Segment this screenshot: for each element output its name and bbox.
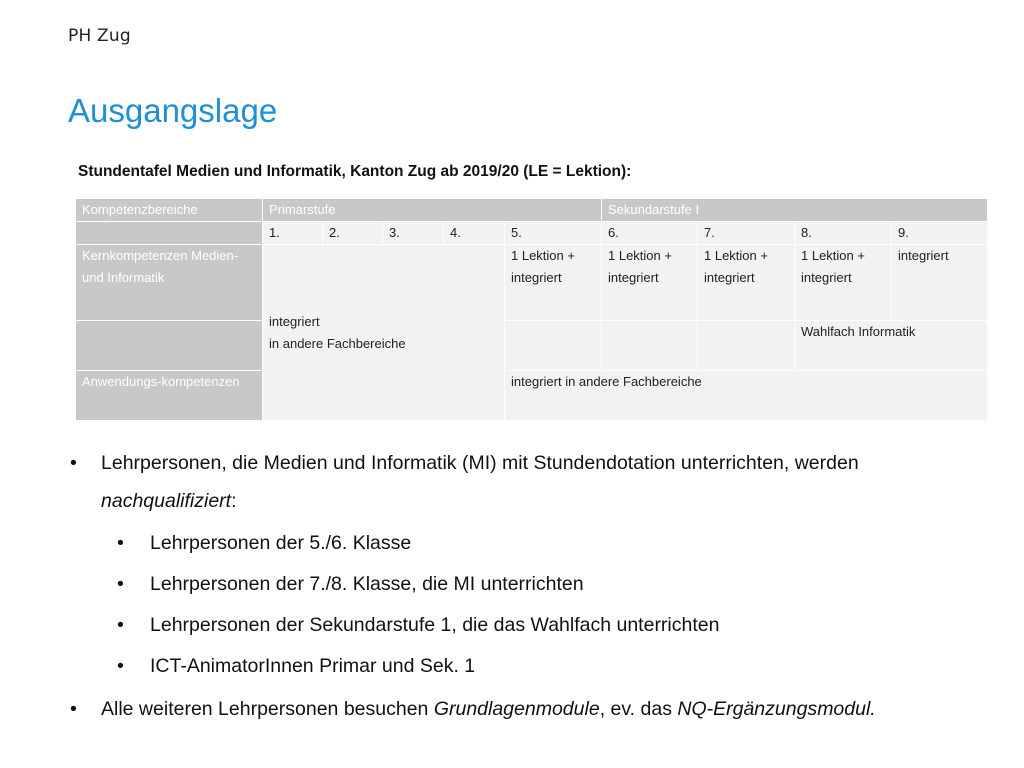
header-kompetenzbereiche: Kompetenzbereiche (76, 199, 263, 222)
kern-cell-7: 1 Lektion + integriert (698, 245, 795, 321)
sub-bullet-dot: • (117, 532, 124, 554)
wahlfach-row (76, 321, 988, 371)
kern-cell-6: 1 Lektion + integriert (602, 245, 698, 321)
stundentafel-table (75, 198, 988, 421)
sub-bullet-dot: • (117, 614, 124, 636)
kern-cell-8: 1 Lektion + integriert (795, 245, 892, 321)
bullet-2-pre: Alle weiteren Lehrpersonen besuchen (101, 698, 429, 720)
row-label-kernkompetenzen: Kernkompetenzen Medien- und Informatik (76, 245, 263, 321)
bullet-1-emphasis: nachqualifiziert (101, 490, 232, 512)
anwendung-integriert-cell: integriert in andere Fachbereiche (505, 371, 988, 421)
header-sekundarstufe: Sekundarstufe I (602, 199, 988, 222)
bullet-dot: • (70, 698, 77, 720)
bullet-2-mid: , ev. das (599, 698, 672, 720)
integriert-line2: in andere Fachbereiche (269, 335, 406, 351)
bullet-1-end: : (231, 490, 237, 512)
bullet-dot: • (70, 452, 77, 474)
kern-cell-5: 1 Lektion + integriert (505, 245, 602, 321)
wahlfach-informatik-cell: Wahlfach Informatik (795, 321, 988, 371)
grade-cell: 7. (698, 222, 795, 245)
bullet-2-text (101, 698, 876, 721)
wahlfach-row-label (76, 321, 263, 371)
kern-row (76, 245, 988, 321)
sub-bullet-text: Lehrpersonen der Sekundarstufe 1, die das Wahlfach unterrichten (150, 614, 720, 636)
grade-cell: 8. (795, 222, 892, 245)
grade-cell: 5. (505, 222, 602, 245)
bullet-1-continuation (101, 490, 237, 513)
integriert-line1: integriert (269, 313, 320, 329)
organization-label: PH Zug (68, 26, 131, 46)
table-header-row (76, 199, 988, 222)
wahlfach-empty-5 (505, 321, 602, 371)
kern-cell-9: integriert (892, 245, 988, 321)
grade-cell: 1. (263, 222, 323, 245)
grade-cell: 6. (602, 222, 698, 245)
grade-cell: 2. (323, 222, 383, 245)
table-caption: Stundentafel Medien und Informatik, Kanton Zug ab 2019/20 (LE = Lektion): (78, 163, 632, 180)
primar-integriert-cell (263, 245, 505, 421)
header-primarstufe: Primarstufe (263, 199, 602, 222)
grades-row (76, 222, 988, 245)
sub-bullet-dot: • (117, 573, 124, 595)
sub-bullet-text: Lehrpersonen der 5./6. Klasse (150, 532, 412, 554)
grade-cell: 3. (383, 222, 444, 245)
wahlfach-empty-6 (602, 321, 698, 371)
page-title: Ausgangslage (68, 92, 278, 129)
bullet-1-text: Lehrpersonen, die Medien und Informatik (MI) mit Stundendotation unterrichten, werden (101, 452, 859, 474)
sub-bullet-dot: • (117, 655, 124, 677)
grade-cell: 4. (444, 222, 505, 245)
bullet-2-emphasis-2: NQ-Ergänzungsmodul. (677, 698, 876, 720)
sub-bullet-text: ICT-AnimatorInnen Primar und Sek. 1 (150, 655, 476, 677)
wahlfach-empty-7 (698, 321, 795, 371)
grade-cell: 9. (892, 222, 988, 245)
anwendung-row (76, 371, 988, 421)
row-label-anwendungskompetenzen: Anwendungs-kompetenzen (76, 371, 263, 421)
bullet-2-emphasis-1: Grundlagenmodule (433, 698, 600, 720)
sub-bullet-text: Lehrpersonen der 7./8. Klasse, die MI unterrichten (150, 573, 584, 595)
grades-row-label (76, 222, 263, 245)
